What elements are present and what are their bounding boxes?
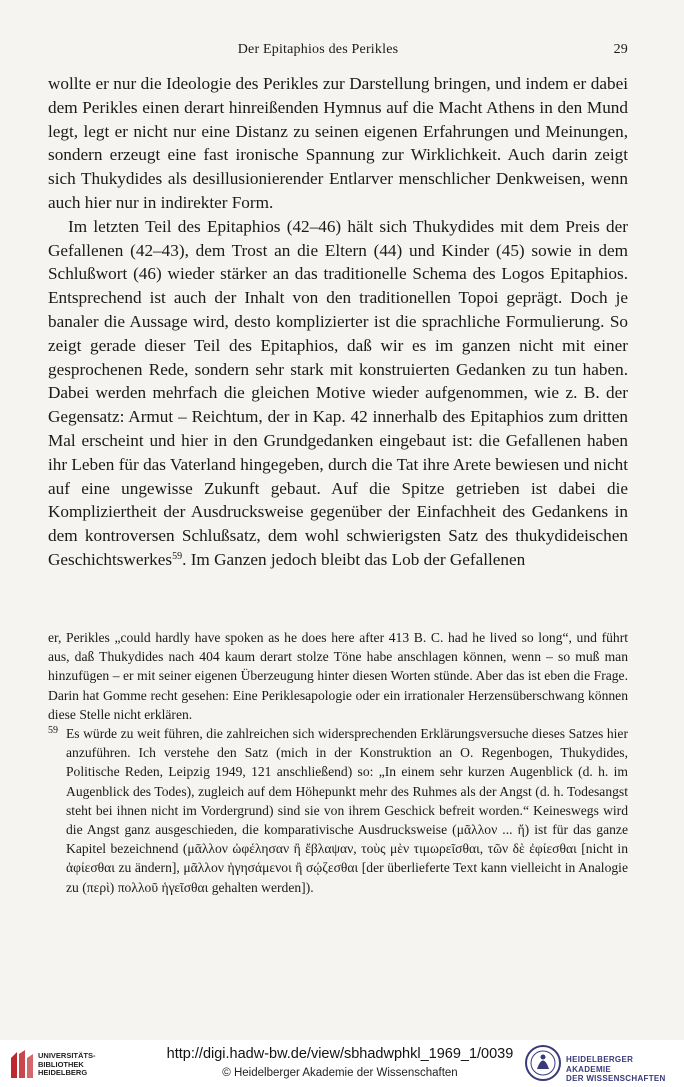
running-title: Der Epitaphios des Perikles — [237, 42, 399, 57]
page-number: 29 — [613, 42, 628, 57]
library-logo-line: BIBLIOTHEK — [38, 1059, 84, 1069]
copyright-notice: © Heidelberger Akademie der Wissenschaften — [222, 1067, 458, 1079]
academy-logo-line: HEIDELBERGER AKADEMIE — [566, 1055, 634, 1074]
paragraph-text: Im letzten Teil des Epitaphios (42–46) hält sich Thukydides mit dem Preis der Gefallenen (42–43), dem Trost an die Eltern (44) und Kinder (45) sowie in dem Schlußwort (46) wieder stärker an das traditionelle Schema des Logos Epitaphios. Entsprechend ist auch der Inhalt von den traditionellen Topoi geprägt. Doch je banaler die Aussage wird, desto komplizierter ist die sprachliche Formulierung. So zeigt gerade dieser Teil des Epitaphios, daß wir es im ganzen nicht mit einer gesprochenen Rede, sondern sehr stark mit konstruierten Gedanken zu tun haben. Dabei werden mehrfach die gleichen Motive wieder aufgenommen, wie z. B. der Gegensatz: Armut – Reichtum, der in Kap. 42 innerhalb des Epitaphios zum dritten Mal erscheint und hier in den Grundgedanken eingebaut ist: die Gefallenen haben ihr Leben für das Vaterland hingegeben, durch die Tat ihre Arete bewiesen und nicht auf eine ungewisse Zukunft gebaut. Auf die Spitze getrieben ist dabei die Kompliziertheit der Ausdrucksweise gegenüber der Einfachheit des Gedankens in dem kontroversen Schlußsatz, dem wohl schwierigsten Satz des thukydideischen Geschichtswerkes — [48, 216, 628, 569]
academy-seal-icon — [524, 1044, 562, 1082]
footnote-text: Es würde zu weit führen, die zahlreichen sich widersprechenden Erklärungsversuche dieses Satzes hier anzuführen. Ich verstehe den Satz (mich in der Konstruktion an O. Regenbogen, Thukydides, Politische Reden, Leipzig 1949, 121 anschließend) so: „In einem sehr kurzen Augenblick (d. h. im Augenblick des Todes), zugleich auf dem Höhepunkt mehr des Ruhmes als der Angst (d. h. Todesangst steht bei ihnen nicht im Vordergrund) sind sie von ihrem Geschick befreit worden.“ Keineswegs wird die Angst ganz ausgeschieden, die komparativische Ausdrucksweise (μᾶλλον ... ἤ) ist für das ganze Kapitel bezeichnend (μᾶλλον ὠφέλησαν ἢ ἔβλαψαν, τοὺς μὲν τιμωρεῖσθαι, τῶν δὲ ἐφίεσθαι [nicht in ἀφίεσθαι zu ändern], μᾶλλον ἡγησάμενοι ἢ σῴζεσθαι [der überlieferte Text kann vielleicht in Analogie zu (περὶ) πολλοῦ ἡγεῖσθαι gehalten werden]). — [66, 726, 628, 895]
footnote-continuation: er, Perikles „could hardly have spoken as he does here after 413 B. C. had he lived so long“, und führt aus, daß Thukydides nach 404 kaum derart stolze Töne habe anschlagen können, wenn – so muß man hinzufügen – er mit seiner eigenen Überzeugung hinter diesen Worten stünde. Aber das ist eben die Frage. Darin hat Gomme recht gesehen: Eine Periklesapologie oder ein irrationaler Herzensüberschwang können diese Stelle nicht erklären. — [48, 630, 628, 722]
permalink-url[interactable]: http://digi.hadw-bw.de/view/sbhadwphkl_1969_1/0039 — [166, 1046, 514, 1062]
academy-logo[interactable] — [524, 1044, 680, 1082]
paragraph — [48, 215, 628, 572]
university-library-logo[interactable] — [8, 1048, 118, 1080]
paragraph: wollte er nur die Ideologie des Perikles zur Darstellung bringen, und indem er dabei dem Perikles einen derart hinreißenden Hymnus auf die Macht Athens in den Mund legt, legt er nicht nur eine Distanz zu seinen eigenen Erfahrungen und Meinungen, sondern erzeugt eine fast ironische Spannung zur Wirklichkeit. Auch darin zeigt sich Thukydides als desillusionierender Entlarver menschlicher Denkweisen, wenn auch hier nur in indirekter Form. — [48, 74, 628, 212]
footer-bar — [0, 1040, 684, 1087]
library-emblem-icon — [8, 1048, 36, 1080]
footnotes — [48, 628, 628, 897]
library-logo-text — [38, 1052, 96, 1078]
library-logo-line: UNIVERSITÄTS- — [38, 1051, 96, 1060]
main-text — [48, 72, 628, 572]
footnote — [48, 724, 628, 897]
footnote-number: 59 — [48, 725, 58, 737]
academy-logo-line: DER WISSENSCHAFTEN — [566, 1074, 666, 1083]
paragraph-text: . Im Ganzen jedoch bleibt das Lob der Gefallenen — [182, 549, 526, 569]
footnote-reference[interactable]: 59 — [172, 550, 183, 562]
library-logo-line: HEIDELBERG — [38, 1068, 88, 1077]
academy-logo-text — [566, 1055, 680, 1084]
